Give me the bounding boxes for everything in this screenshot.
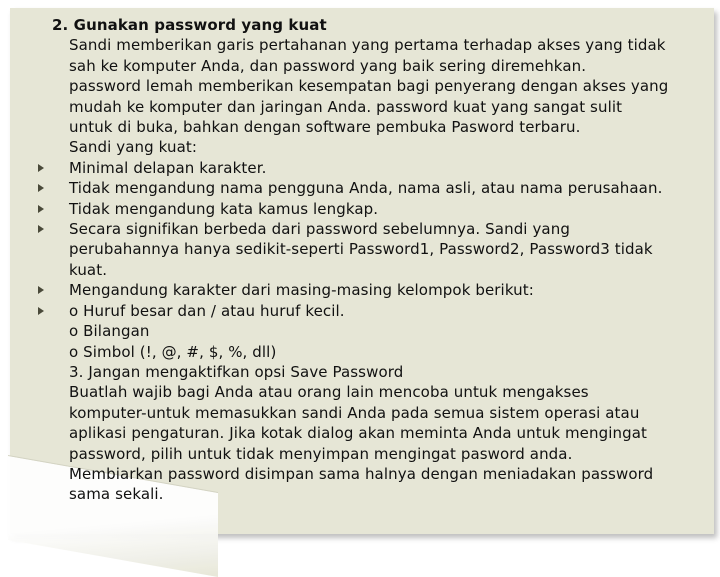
bullet-line: 3. Jangan mengaktifkan opsi Save Password: [69, 362, 404, 381]
bullet-line: o Bilangan: [69, 322, 150, 341]
bullet-arrow-icon: [38, 164, 44, 172]
intro-line: untuk di buka, bahkan dengan software pembuka Pasword terbaru.: [69, 118, 581, 137]
bullet-item: [52, 301, 700, 505]
bullet-line: sama sekali.: [69, 485, 164, 504]
intro-line: mudah ke komputer dan jaringan Anda. password kuat yang sangat sulit: [69, 97, 623, 116]
bullet-line: Secara signifikan berbeda dari password sebelumnya. Sandi yang: [69, 220, 570, 239]
bullet-line: perubahannya hanya sedikit-seperti Password1, Password2, Password3 tidak: [69, 240, 653, 259]
bullet-line: Minimal delapan karakter.: [69, 158, 267, 177]
bullet-arrow-icon: [38, 286, 44, 294]
bullet-line: Mengandung karakter dari masing-masing kelompok berikut:: [69, 281, 534, 300]
bullet-line: o Huruf besar dan / atau huruf kecil.: [69, 301, 345, 320]
bullet-line: password, pilih untuk tidak menyimpan mengingat pasword anda.: [69, 444, 573, 463]
bullet-line: Tidak mengandung kata kamus lengkap.: [69, 199, 379, 218]
bullet-item: [52, 219, 700, 280]
bullet-item: [52, 178, 700, 198]
intro-line: password lemah memberikan kesempatan bagi penyerang dengan akses yang: [69, 77, 669, 96]
bullet-arrow-icon: [38, 205, 44, 213]
intro-line: Sandi memberikan garis pertahanan yang pertama terhadap akses yang tidak: [69, 36, 666, 55]
bullet-line: Tidak mengandung nama pengguna Anda, nama asli, atau nama perusahaan.: [69, 179, 663, 198]
intro-line: sah ke komputer Anda, dan password yang baik sering diremehkan.: [69, 56, 587, 75]
intro-line: Sandi yang kuat:: [69, 138, 198, 157]
bullet-arrow-icon: [38, 307, 44, 315]
bullet-line: komputer-untuk memasukkan sandi Anda pada semua sistem operasi atau: [69, 403, 640, 422]
bullet-item: [52, 158, 700, 178]
bullet-line: o Simbol (!, @, #, $, %, dll): [69, 342, 277, 361]
bullet-line: Membiarkan password disimpan sama halnya dengan meniadakan password: [69, 464, 654, 483]
section-heading: 2. Gunakan password yang kuat: [52, 16, 327, 34]
bullet-line: Buatlah wajib bagi Anda atau orang lain mencoba untuk mengakses: [69, 383, 589, 402]
bullet-line: aplikasi pengaturan. Jika kotak dialog akan meminta Anda untuk mengingat: [69, 424, 648, 443]
bullet-arrow-icon: [38, 184, 44, 192]
slide-body: [52, 15, 700, 505]
bullet-item: [52, 280, 700, 300]
bullet-arrow-icon: [38, 225, 44, 233]
bullet-line: kuat.: [69, 260, 108, 279]
bullet-item: [52, 199, 700, 219]
